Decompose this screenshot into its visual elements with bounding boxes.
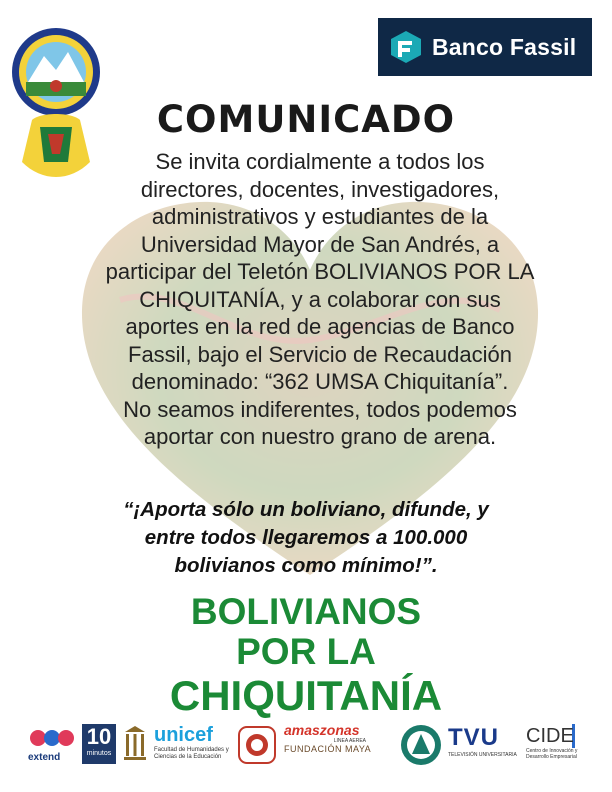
invitation-text <box>40 148 600 451</box>
extend-logo <box>28 726 76 763</box>
columns-icon <box>122 724 148 764</box>
bank-name: Banco Fassil <box>432 33 577 60</box>
body-line: Universidad Mayor de San Andrés, a <box>140 231 500 257</box>
tvu-label: TVU <box>448 724 499 751</box>
fundacion-maya-label: FUNDACIÓN MAYA <box>284 744 372 754</box>
teal-seal-logo <box>400 724 442 766</box>
cide-sub: Centro de Innovación y Desarrollo Empresarial <box>526 748 578 760</box>
ten-minutos-number: 10 <box>86 724 112 749</box>
body-line: participar del Teletón BOLIVIANOS POR LA <box>105 259 535 284</box>
page-title: COMUNICADO <box>156 98 456 141</box>
quote-line: bolivianos como mínimo!”. <box>174 554 438 577</box>
tvu-logo <box>448 724 520 758</box>
extend-label: extend <box>28 752 61 763</box>
body-line: aportar con nuestro grano de arena. <box>143 424 497 449</box>
teal-seal-icon <box>400 724 442 766</box>
body-line: denominado: “362 UMSA Chiquitanía”. <box>131 369 509 394</box>
body-line: Se invita cordialmente a todos los <box>155 149 485 174</box>
body-line: CHIQUITANÍA, y a colaborar con sus <box>139 286 501 312</box>
banco-fassil-logo <box>378 18 592 76</box>
unicef-label: unicef <box>154 724 213 746</box>
body-line: directores, docentes, investigadores, <box>140 176 500 202</box>
amaszonas-sub: LINEA AEREA <box>333 738 366 744</box>
body-line: Fassil, bajo el Servicio de Recaudación <box>128 341 512 367</box>
ten-minutos-logo <box>82 724 116 764</box>
amaszonas-logo <box>284 722 394 754</box>
ten-minutos-sub: minutos <box>86 750 112 757</box>
campaign-name <box>0 592 612 720</box>
slogan-quote <box>40 496 572 580</box>
quote-line: entre todos llegaremos a 100.000 <box>144 526 468 549</box>
facultad-label: Facultad de Humanidades y Ciencias de la Educación <box>154 747 229 760</box>
cide-label: CIDE <box>526 725 574 747</box>
tvu-sub: TELEVISIÓN UNIVERSITARIA <box>448 752 517 758</box>
campaign-line-1: BOLIVIANOS <box>190 591 422 632</box>
red-badge-icon <box>238 726 276 764</box>
unicef-logo <box>154 724 234 761</box>
umsa-circle-logo <box>238 726 276 764</box>
amaszonas-label: amaszonas <box>284 722 360 738</box>
columns-logo <box>122 724 148 764</box>
body-line: administrativos y estudiantes de la <box>151 204 489 229</box>
quote-line: “¡Aporta sólo un boliviano, difunde, y <box>123 498 489 521</box>
sponsor-logos-row <box>28 722 588 770</box>
extend-mark-icon <box>28 726 76 752</box>
body-line: aportes en la red de agencias de Banco <box>125 314 515 339</box>
body-line: No seamos indiferentes, todos podemos <box>123 396 517 422</box>
banco-fassil-mark-icon <box>388 29 424 65</box>
campaign-line-3: CHIQUITANÍA <box>169 672 443 719</box>
campaign-line-2: POR LA <box>236 631 376 672</box>
cide-logo <box>526 724 588 760</box>
